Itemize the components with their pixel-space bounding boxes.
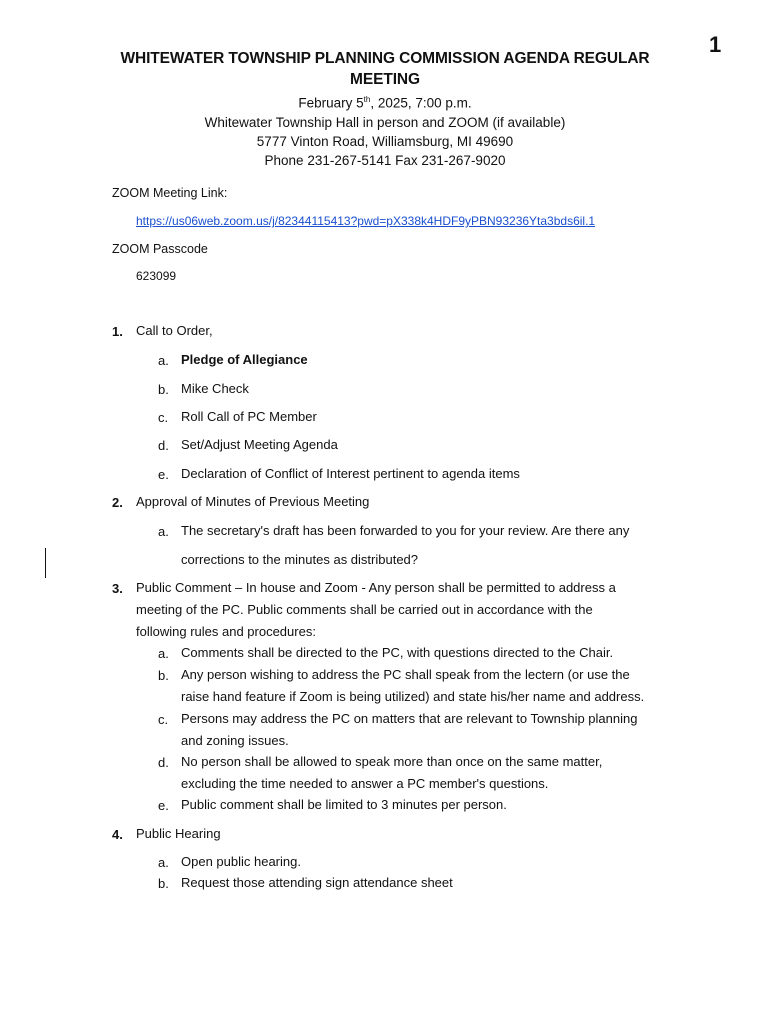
sub-item-letter: a. bbox=[158, 646, 169, 661]
agenda-title: WHITEWATER TOWNSHIP PLANNING COMMISSION AGENDA REGULAR MEETING bbox=[120, 50, 650, 88]
sub-item-draft-line2: corrections to the minutes as distributed? bbox=[181, 552, 419, 567]
zoom-meeting-link[interactable]: https://us06web.zoom.us/j/82344115413?pwd=pX338k4HDF9yPBN93236Yta3bds6il.1 bbox=[136, 214, 596, 228]
document-header bbox=[100, 48, 670, 170]
meeting-date-suffix: th bbox=[363, 95, 371, 104]
sub-item-relevant-line2: and zoning issues. bbox=[181, 733, 289, 748]
sub-item-time-limit: Public comment shall be limited to 3 minutes per person. bbox=[181, 797, 507, 812]
meeting-date-rest: , 2025, 7:00 p.m. bbox=[370, 95, 472, 111]
sub-item-agenda: Set/Adjust Meeting Agenda bbox=[181, 437, 338, 452]
agenda-item-public-comment-line3: following rules and procedures: bbox=[136, 624, 316, 639]
agenda-item-minutes: Approval of Minutes of Previous Meeting bbox=[136, 494, 370, 509]
sub-item-letter: b. bbox=[158, 876, 169, 891]
meeting-phone: Phone 231-267-5141 Fax 231-267-9020 bbox=[264, 152, 506, 168]
sub-item-letter: e. bbox=[158, 798, 169, 813]
sub-item-letter: e. bbox=[158, 467, 169, 482]
sub-item-once-line1: No person shall be allowed to speak more than once on the same matter, bbox=[181, 754, 603, 769]
sub-item-conflict: Declaration of Conflict of Interest pertinent to agenda items bbox=[181, 466, 520, 481]
sub-item-relevant-line1: Persons may address the PC on matters that are relevant to Township planning bbox=[181, 711, 638, 726]
zoom-passcode: 623099 bbox=[136, 269, 177, 283]
sub-item-once-line2: excluding the time needed to answer a PC member's questions. bbox=[181, 776, 549, 791]
sub-item-letter: d. bbox=[158, 438, 169, 453]
meeting-date-main: February 5 bbox=[298, 95, 364, 111]
agenda-item-number: 2. bbox=[112, 495, 123, 510]
sub-item-mike-check: Mike Check bbox=[181, 381, 249, 396]
sub-item-letter: a. bbox=[158, 353, 169, 368]
sub-item-roll-call: Roll Call of PC Member bbox=[181, 409, 317, 424]
sub-item-pledge: Pledge of Allegiance bbox=[181, 352, 308, 367]
sub-item-letter: c. bbox=[158, 712, 169, 727]
agenda-item-public-comment-line2: meeting of the PC. Public comments shall be carried out in accordance with the bbox=[136, 602, 593, 617]
sub-item-letter: b. bbox=[158, 668, 169, 683]
zoom-passcode-label: ZOOM Passcode bbox=[112, 242, 208, 256]
sub-item-letter: a. bbox=[158, 855, 169, 870]
sub-item-comments-directed: Comments shall be directed to the PC, with questions directed to the Chair. bbox=[181, 645, 614, 660]
agenda-item-call-to-order: Call to Order, bbox=[136, 323, 213, 338]
page-number: 1 bbox=[709, 32, 722, 57]
sub-item-open-hearing: Open public hearing. bbox=[181, 854, 301, 869]
agenda-item-number: 3. bbox=[112, 581, 123, 596]
agenda-item-public-comment-line1: Public Comment – In house and Zoom - Any person shall be permitted to address a bbox=[136, 580, 616, 595]
meeting-address: 5777 Vinton Road, Williamsburg, MI 49690 bbox=[256, 133, 514, 149]
text-cursor-mark bbox=[45, 548, 46, 578]
agenda-item-number: 1. bbox=[112, 324, 123, 339]
zoom-link-label: ZOOM Meeting Link: bbox=[112, 186, 228, 200]
sub-item-draft-line1: The secretary's draft has been forwarded to you for your review. Are there any bbox=[181, 523, 630, 538]
sub-item-lectern-line1: Any person wishing to address the PC shall speak from the lectern (or use the bbox=[181, 667, 630, 682]
sub-item-letter: b. bbox=[158, 382, 169, 397]
sub-item-attendance: Request those attending sign attendance sheet bbox=[181, 875, 453, 890]
agenda-item-public-hearing: Public Hearing bbox=[136, 826, 221, 841]
sub-item-letter: d. bbox=[158, 755, 169, 770]
sub-item-letter: c. bbox=[158, 410, 169, 425]
sub-item-letter: a. bbox=[158, 524, 169, 539]
sub-item-lectern-line2: raise hand feature if Zoom is being utilized) and state his/her name and address. bbox=[181, 689, 645, 704]
meeting-date bbox=[100, 90, 670, 113]
agenda-item-number: 4. bbox=[112, 827, 123, 842]
meeting-location: Whitewater Township Hall in person and ZOOM (if available) bbox=[204, 114, 566, 130]
